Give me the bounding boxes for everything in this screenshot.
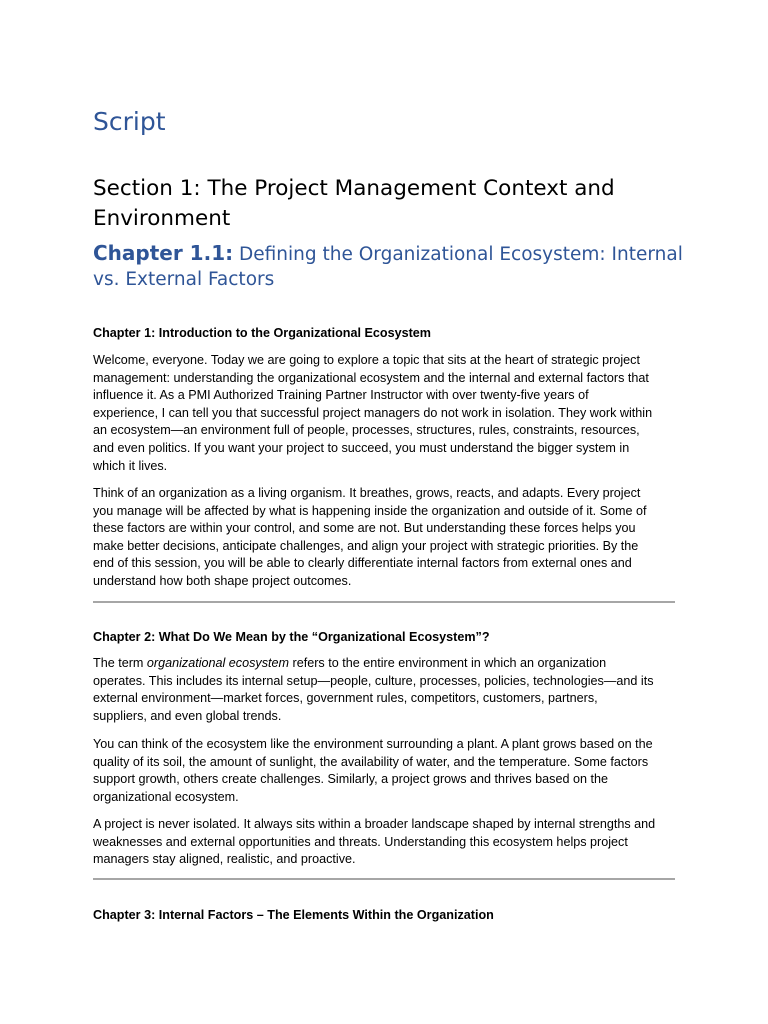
chapter-1-paragraph-1 bbox=[93, 352, 652, 475]
section-divider bbox=[93, 878, 675, 880]
paragraph-line: You can think of the ecosystem like the environment surrounding a plant. A plant grows based on the bbox=[93, 737, 653, 751]
paragraph-line: external environment—market forces, government rules, competitors, customers, partners, bbox=[93, 691, 598, 706]
paragraph-line: and even politics. If you want your project to succeed, you must understand the bigger system in bbox=[93, 440, 630, 455]
chapter-heading bbox=[93, 241, 683, 292]
chapter-title: Defining the Organizational Ecosystem: Internal vs. External Factors bbox=[93, 244, 683, 290]
chapter-3-heading: Chapter 3: Internal Factors – The Elements Within the Organization bbox=[93, 908, 494, 922]
chapter-2-heading: Chapter 2: What Do We Mean by the “Organizational Ecosystem”? bbox=[93, 630, 490, 644]
paragraph-line bbox=[93, 655, 654, 673]
paragraph-line: support growth, others create challenges. Similarly, a project grows and thrives based on the bbox=[93, 772, 608, 787]
paragraph-lead-rest: refers to the entire environment in which an organization bbox=[289, 656, 607, 670]
chapter-2-paragraph-2 bbox=[93, 736, 653, 806]
paragraph-line: these factors are within your control, and some are not. But understanding these forces helps you bbox=[93, 521, 636, 536]
chapter-1-heading: Chapter 1: Introduction to the Organizational Ecosystem bbox=[93, 326, 431, 340]
paragraph-lead: The term bbox=[93, 656, 147, 670]
paragraph-line: organizational ecosystem. bbox=[93, 789, 239, 804]
paragraph-line: management: understanding the organizational ecosystem and the internal and external factors that bbox=[93, 370, 649, 385]
chapter-1-paragraph-2 bbox=[93, 485, 647, 591]
paragraph-line: operates. This includes its internal setup—people, culture, processes, policies, technologies—and its bbox=[93, 673, 654, 688]
paragraph-line: understand how both shape project outcomes. bbox=[93, 573, 352, 588]
chapter-number: Chapter 1.1: bbox=[93, 241, 234, 265]
section-title: Section 1: The Project Management Context and Environment bbox=[93, 176, 615, 231]
paragraph-line: an ecosystem—an environment full of people, processes, structures, rules, constraints, resources, bbox=[93, 423, 640, 438]
script-title: Script bbox=[93, 107, 166, 136]
paragraph-line: managers stay aligned, realistic, and proactive. bbox=[93, 852, 356, 867]
paragraph-line: influence it. As a PMI Authorized Training Partner Instructor with over twenty-five years of bbox=[93, 388, 589, 403]
paragraph-line: end of this session, you will be able to clearly differentiate internal factors from external ones and bbox=[93, 556, 632, 571]
paragraph-line: which it lives. bbox=[93, 458, 168, 473]
paragraph-line: suppliers, and even global trends. bbox=[93, 708, 282, 723]
section-divider bbox=[93, 601, 675, 603]
chapter-2-paragraph-1 bbox=[93, 655, 654, 725]
paragraph-line: make better decisions, anticipate challenges, and align your project with strategic priorities. By the bbox=[93, 538, 639, 553]
emphasized-term: organizational ecosystem bbox=[146, 656, 289, 670]
paragraph-line: Welcome, everyone. Today we are going to explore a topic that sits at the heart of strategic project bbox=[93, 353, 640, 367]
paragraph-line: experience, I can tell you that successful project managers do not work in isolation. They work within bbox=[93, 405, 653, 420]
paragraph-line: A project is never isolated. It always sits within a broader landscape shaped by internal strengths and bbox=[93, 817, 656, 831]
paragraph-line: Think of an organization as a living organism. It breathes, grows, reacts, and adapts. Every project bbox=[93, 486, 641, 500]
paragraph-line: weaknesses and external opportunities and threats. Understanding this ecosystem helps project bbox=[93, 834, 628, 849]
paragraph-line: you manage will be affected by what is happening inside the organization and outside of it. Some of bbox=[93, 503, 647, 518]
chapter-2-paragraph-3 bbox=[93, 816, 655, 869]
paragraph-line: quality of its soil, the amount of sunlight, the availability of water, and the temperature. Some factors bbox=[93, 754, 649, 769]
